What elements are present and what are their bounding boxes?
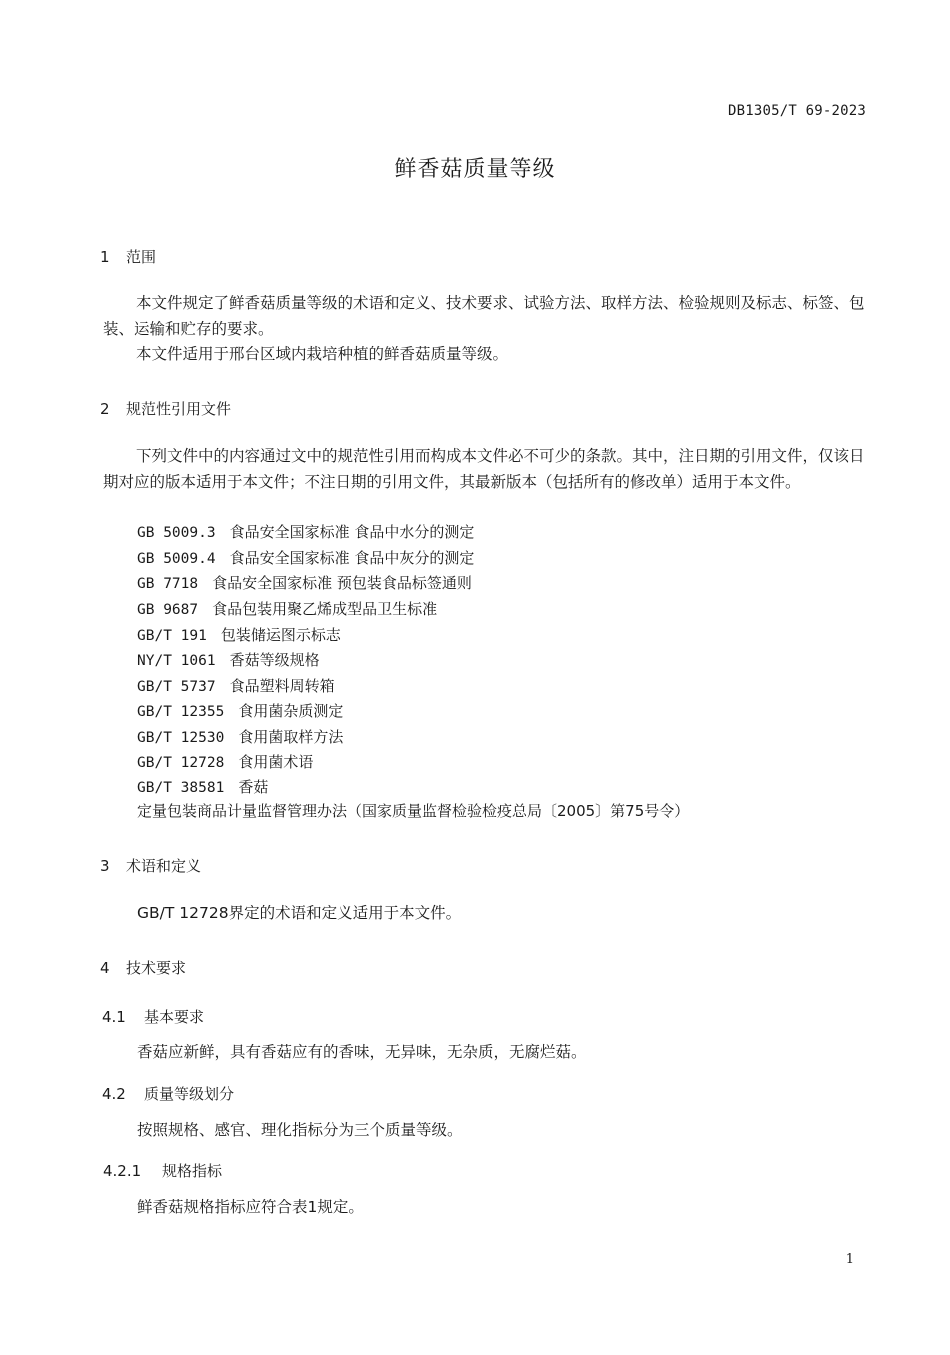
section-1-paragraph-1: 本文件规定了鲜香菇质量等级的术语和定义、技术要求、试验方法、取样方法、检验规则及标志、标签、包装、运输和贮存的要求。 — [103, 294, 865, 338]
section-title: 技术要求 — [126, 959, 187, 977]
reference-item — [137, 726, 343, 747]
reference-code: GB 9687 — [137, 602, 199, 618]
reference-name: 食用菌术语 — [238, 753, 314, 771]
reference-item — [137, 624, 341, 645]
section-number: 2 — [100, 400, 110, 418]
section-number: 4.1 — [102, 1008, 126, 1026]
reference-code: GB 7718 — [137, 576, 199, 592]
section-title: 规格指标 — [162, 1162, 223, 1180]
section-4-heading — [100, 957, 186, 978]
section-4-2-1-paragraph: 鲜香菇规格指标应符合表1规定。 — [137, 1198, 364, 1216]
reference-item — [137, 598, 437, 619]
section-2-paragraph-1: 下列文件中的内容通过文中的规范性引用而构成本文件必不可少的条款。其中，注日期的引用文件，仅该日期对应的版本适用于本文件；不注日期的引用文件，其最新版本（包括所有的修改单）适用于本文件。 — [103, 447, 865, 491]
section-title: 质量等级划分 — [144, 1085, 235, 1103]
reference-code: GB/T 12728 — [137, 755, 225, 771]
section-4-1-paragraph: 香菇应新鲜，具有香菇应有的香味，无异味，无杂质，无腐烂菇。 — [137, 1043, 587, 1061]
section-4-2-heading — [102, 1083, 234, 1104]
reference-code: GB/T 12530 — [137, 730, 225, 746]
section-title: 基本要求 — [144, 1008, 205, 1026]
reference-name: 食用菌取样方法 — [238, 728, 344, 746]
reference-name: 食品包装用聚乙烯成型品卫生标准 — [212, 600, 438, 618]
reference-item — [137, 547, 474, 568]
reference-code: GB/T 12355 — [137, 704, 225, 720]
reference-name: 食品安全国家标准 食品中灰分的测定 — [229, 549, 475, 567]
reference-name: 香菇 — [238, 778, 269, 796]
section-number: 4.2 — [102, 1085, 126, 1103]
section-number: 4.2.1 — [103, 1162, 142, 1180]
section-4-1-heading — [102, 1006, 204, 1027]
section-number: 3 — [100, 857, 110, 875]
section-title: 术语和定义 — [126, 857, 202, 875]
page-number: 1 — [845, 1252, 854, 1267]
section-title: 规范性引用文件 — [126, 400, 232, 418]
section-1-heading — [100, 246, 156, 267]
section-2-heading — [100, 398, 231, 419]
reference-item — [137, 649, 320, 670]
reference-name: 香菇等级规格 — [229, 651, 320, 669]
section-number: 4 — [100, 959, 110, 977]
reference-item — [137, 751, 313, 772]
section-3-paragraph-1: GB/T 12728界定的术语和定义适用于本文件。 — [137, 904, 462, 922]
reference-name: 食品塑料周转箱 — [229, 677, 335, 695]
reference-code: GB/T 38581 — [137, 780, 225, 796]
reference-name: 食用菌杂质测定 — [238, 702, 344, 720]
reference-code: GB 5009.4 — [137, 551, 216, 567]
reference-code: NY/T 1061 — [137, 653, 216, 669]
section-title: 范围 — [126, 248, 157, 266]
section-1-paragraph-2: 本文件适用于邢台区域内栽培种植的鲜香菇质量等级。 — [136, 345, 509, 363]
reference-name: 食品安全国家标准 食品中水分的测定 — [229, 523, 475, 541]
reference-item-last: 定量包装商品计量监督管理办法（国家质量监督检验检疫总局〔2005〕第75号令） — [137, 802, 690, 820]
reference-name: 包装储运图示标志 — [220, 626, 341, 644]
reference-code: GB/T 5737 — [137, 679, 216, 695]
reference-code: GB 5009.3 — [137, 525, 216, 541]
document-code: DB1305/T 69-2023 — [727, 103, 866, 119]
section-3-heading — [100, 855, 201, 876]
reference-item — [137, 776, 268, 797]
section-number: 1 — [100, 248, 110, 266]
reference-item — [137, 521, 474, 542]
section-4-2-1-heading — [103, 1160, 222, 1181]
reference-code: GB/T 191 — [137, 628, 207, 644]
document-title: 鲜香菇质量等级 — [394, 157, 556, 182]
reference-item — [137, 675, 335, 696]
reference-name: 食品安全国家标准 预包装食品标签通则 — [212, 574, 472, 592]
reference-item — [137, 700, 343, 721]
reference-item — [137, 572, 472, 593]
section-4-2-paragraph: 按照规格、感官、理化指标分为三个质量等级。 — [137, 1121, 463, 1139]
